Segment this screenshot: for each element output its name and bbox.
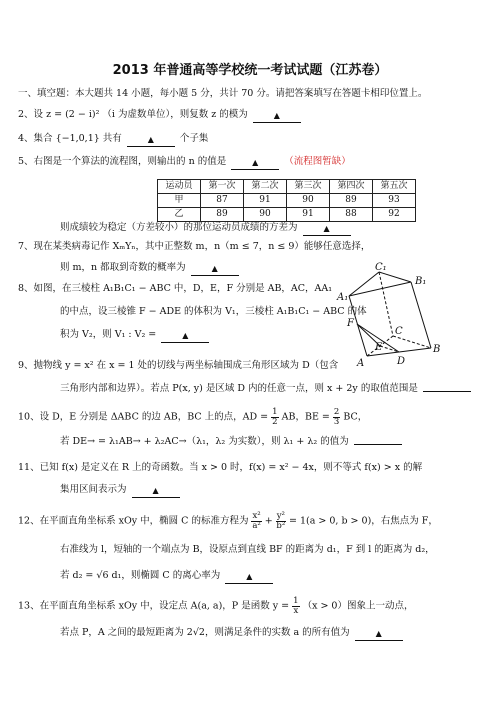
fraction: $\frac{\text{y²}}{\text{b²}}$ <box>276 511 286 531</box>
table-cell: 90 <box>287 194 330 208</box>
answer-blank[interactable]: ▲ <box>132 485 180 498</box>
label-a1: A₁ <box>337 292 349 303</box>
question-13-line1 <box>18 597 413 615</box>
question-text: 若点 P，A 之间的最短距离为 2√2，则满足条件的实数 a 的所有值为 <box>60 627 350 638</box>
answer-blank[interactable]: ▲ <box>127 134 175 147</box>
question-text: （x > 0）图象上一动点， <box>302 600 414 612</box>
scores-table <box>157 179 416 222</box>
plus-sign: + <box>264 515 273 527</box>
label-f: F <box>347 318 354 329</box>
table-row <box>158 194 416 208</box>
question-text: 三角形内部和边界）。若点 P(x, y) 是区域 D 内的任意一点，则 x + 2y 的取值范围是 <box>60 383 418 394</box>
question-7-line2 <box>60 262 241 275</box>
question-text: 若 d₂ = √6 d₁，则椭圆 C 的离心率为 <box>60 570 221 581</box>
prism-figure <box>335 262 455 374</box>
question-12-line1 <box>18 512 438 530</box>
label-e: E <box>375 342 383 353</box>
table-cell: 88 <box>330 208 373 222</box>
table-header-cell: 第一次 <box>201 180 244 194</box>
question-12-line2: 右准线为 l，短轴的一个端点为 B，设原点到直线 BF 的距离为 d₁，F 到 l 的距离为 d₂， <box>60 544 435 555</box>
table-cell: 92 <box>373 208 416 222</box>
question-5 <box>18 156 351 169</box>
answer-blank[interactable]: ▲ <box>225 571 273 584</box>
label-b: B <box>433 344 441 355</box>
table-cell: 91 <box>244 194 287 208</box>
question-text: 集用区间表示为 <box>60 484 127 495</box>
table-cell: 甲 <box>158 194 201 208</box>
question-11-line1: 11、已知 f(x) 是定义在 R 上的奇函数。当 x > 0 时，f(x) = x² − 4x，则不等式 f(x) > x 的解 <box>18 462 423 473</box>
label-d: D <box>397 356 406 367</box>
table-header-cell: 第四次 <box>330 180 373 194</box>
answer-blank[interactable] <box>354 444 402 445</box>
question-7-line1: 7、现在某类病毒记作 XₘYₙ，其中正整数 m，n（m ≤ 7，n ≤ 9）能够任意选择， <box>18 241 371 252</box>
table-cell: 乙 <box>158 208 201 222</box>
section-heading: 一、填空题：本大题共 14 小题，每小题 5 分，共计 70 分。请把答案填写在答题卡相印位置上。 <box>18 88 428 99</box>
label-c: C <box>395 326 403 337</box>
question-text: BC， <box>343 411 368 423</box>
answer-blank[interactable]: ▲ <box>303 223 351 236</box>
table-cell: 90 <box>244 208 287 222</box>
table-header-cell: 第二次 <box>244 180 287 194</box>
missing-figure-note: （流程图暂缺） <box>284 156 351 167</box>
answer-blank[interactable] <box>423 391 471 392</box>
question-11-line2 <box>60 484 182 497</box>
question-text: 则 m，n 都取到奇数的概率为 <box>60 262 186 273</box>
table-header-cell: 第五次 <box>373 180 416 194</box>
edge-e-d <box>380 346 399 352</box>
edge-c-b <box>393 336 431 348</box>
fraction: $\frac{1}{x}$ <box>293 596 299 616</box>
table-cell: 93 <box>373 194 416 208</box>
table-cell: 89 <box>330 194 373 208</box>
label-c1: C₁ <box>375 262 387 273</box>
question-text: 4、集合 {−1,0,1} 共有 <box>18 133 122 144</box>
table-cell: 91 <box>287 208 330 222</box>
answer-blank[interactable]: ▲ <box>231 157 279 170</box>
question-tail: 个子集 <box>179 133 209 144</box>
fraction: $\frac{\text{x²}}{\text{a²}}$ <box>252 511 261 531</box>
question-13-line2 <box>60 627 405 640</box>
edge-c1-b1 <box>379 272 411 282</box>
question-text: AB，BE = <box>281 411 330 423</box>
question-text: 2、设 z = (2 − i)² （i 为虚数单位），则复数 z 的模为 <box>18 109 248 120</box>
question-2 <box>18 109 303 122</box>
question-9-line1: 9、抛物线 y = x² 在 x = 1 处的切线与两坐标轴围成三角形区域为 D（包含 <box>18 360 339 371</box>
question-8-line2: 的中点，设三棱锥 F − ADE 的体积为 V₁，三棱柱 A₁B₁C₁ − ABC 的体 <box>60 306 367 317</box>
table-header-cell: 第三次 <box>287 180 330 194</box>
answer-blank[interactable]: ▲ <box>161 330 209 343</box>
question-8-line3 <box>60 329 211 342</box>
table-header-cell: 运动员 <box>158 180 201 194</box>
question-text: 12、在平面直角坐标系 xOy 中，椭圆 C 的标准方程为 <box>18 515 249 527</box>
edge-b1-b <box>411 282 431 348</box>
question-text: 则成绩较为稳定（方差较小）的那位运动员成绩的方差为 <box>60 222 298 233</box>
table-header-row <box>158 180 416 194</box>
table-cell: 89 <box>201 208 244 222</box>
table-row <box>158 208 416 222</box>
answer-blank[interactable]: ▲ <box>355 628 403 641</box>
question-text: 10、设 D，E 分别是 ΔABC 的边 AB，BC 上的点，AD = <box>18 411 269 423</box>
question-text: 13、在平面直角坐标系 xOy 中，设定点 A(a, a)，P 是函数 y = <box>18 600 290 612</box>
fraction: $\frac{1}{2}$ <box>272 407 278 427</box>
question-4 <box>18 133 208 146</box>
edge-c1-c <box>379 272 393 336</box>
fraction: $\frac{2}{3}$ <box>333 407 340 427</box>
exam-title: 2013 年普通高等学校统一考试试题（江苏卷） <box>112 63 388 78</box>
question-text: 积为 V₂，则 V₁ : V₂ = <box>60 329 157 340</box>
answer-blank[interactable]: ▲ <box>253 110 301 123</box>
question-6-tail <box>60 222 353 235</box>
question-text: = 1(a > 0, b > 0)，右焦点为 F， <box>288 515 438 527</box>
question-10-line2 <box>60 436 404 448</box>
question-9-line2 <box>60 383 473 395</box>
question-text: 5、右图是一个算法的流程图，则输出的 n 的值是 <box>18 156 227 167</box>
question-10-line1 <box>18 408 367 426</box>
label-a: A <box>357 358 365 369</box>
question-text: 若 DE→ = λ₁AB→ + λ₂AC→（λ₁，λ₂ 为实数），则 λ₁ + λ₂ 的值为 <box>60 436 349 447</box>
question-8-line1: 8、如图，在三棱柱 A₁B₁C₁ − ABC 中，D，E，F 分别是 AB，AC，AA₁ <box>18 283 333 294</box>
question-12-line3 <box>60 570 275 583</box>
label-b1: B₁ <box>415 276 427 287</box>
answer-blank[interactable]: ▲ <box>191 263 239 276</box>
table-cell: 87 <box>201 194 244 208</box>
